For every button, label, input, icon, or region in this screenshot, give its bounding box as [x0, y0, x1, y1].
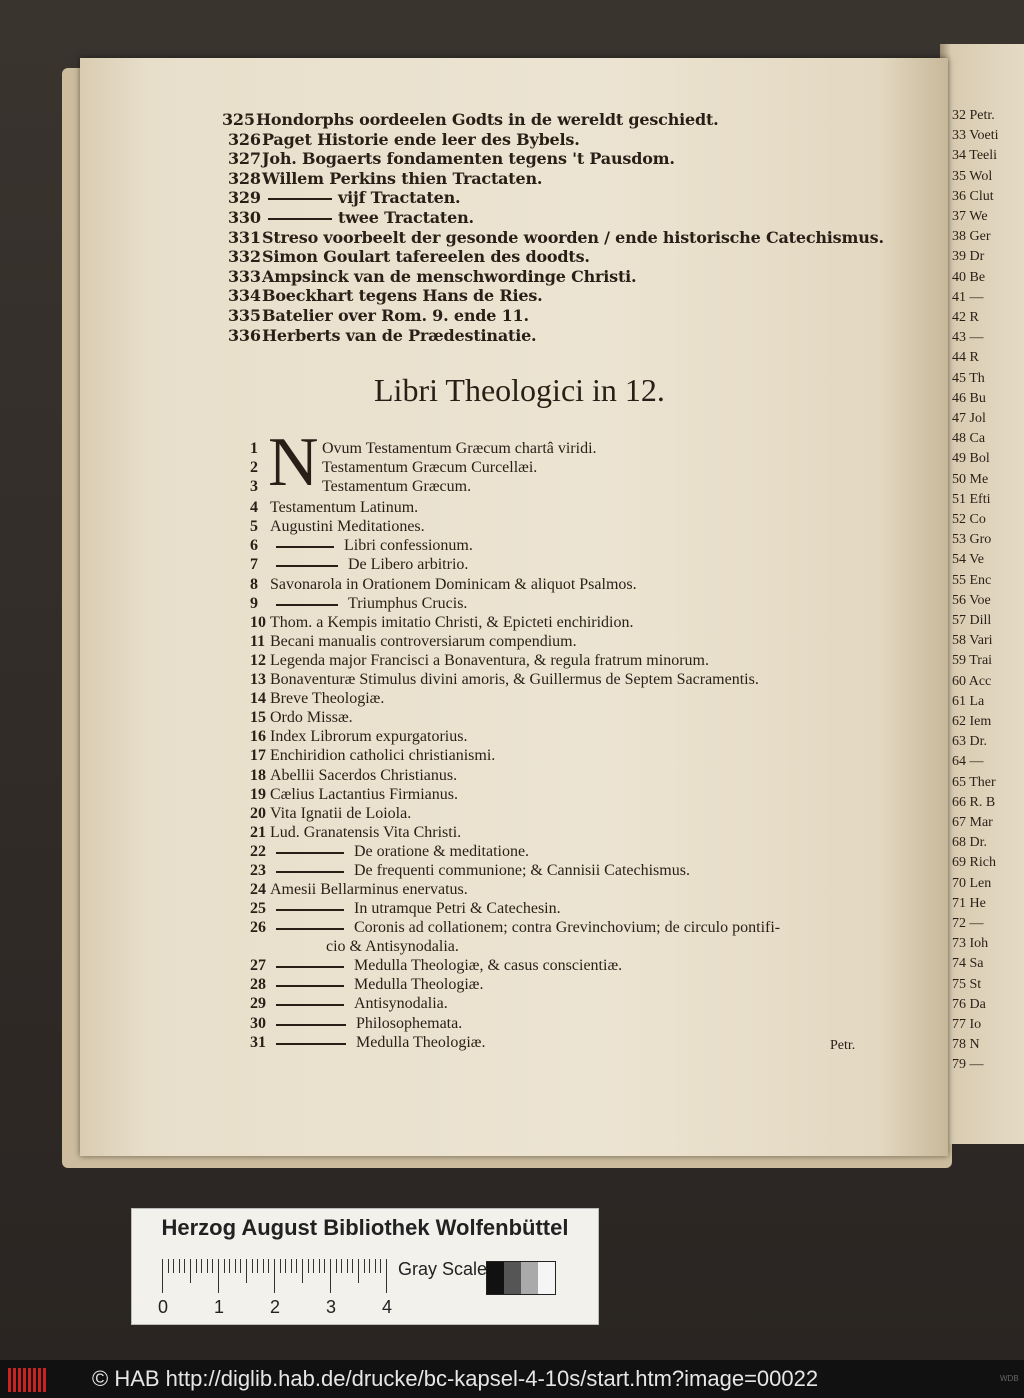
facing-entry: 78 N [952, 1037, 980, 1053]
ruler-tick [341, 1259, 342, 1273]
entry-title: In utramque Petri & Catechesin. [354, 900, 561, 917]
entry-number: 12 [250, 652, 266, 669]
entry-number: 26 [250, 919, 266, 936]
entry-title: vijf Tractaten. [338, 188, 461, 208]
ruler-number: 3 [326, 1297, 337, 1317]
gray-scale-label: Gray Scale [398, 1259, 488, 1279]
entry-title: Triumphus Crucis. [348, 595, 468, 612]
entry-number: 336 [228, 325, 261, 345]
entry-number: 23 [250, 862, 266, 879]
facing-entry: 52 Co [952, 512, 986, 527]
ditto-dash [276, 1043, 346, 1045]
ruler-tick [184, 1259, 185, 1273]
entry-number: 333 [228, 266, 261, 286]
ruler-tick [285, 1259, 286, 1273]
entry-number: 325 [222, 110, 255, 129]
ruler-tick [263, 1259, 264, 1273]
gray-swatch [538, 1262, 555, 1294]
entry-number: 31 [250, 1034, 266, 1051]
entry-title: Libri confessionum. [344, 537, 473, 554]
ruler-tick [369, 1259, 370, 1273]
ruler-tick [201, 1259, 202, 1273]
ditto-dash [276, 546, 334, 548]
facing-entry: 35 Wol [952, 168, 993, 184]
dutch-entry [228, 286, 543, 305]
ditto-dash [276, 928, 344, 930]
ditto-dash [276, 1004, 344, 1006]
facing-entry: 63 Dr. [952, 734, 987, 750]
entry-number: 334 [228, 286, 261, 306]
ruler-tick [380, 1259, 381, 1273]
ruler-tick [352, 1259, 353, 1273]
entry-number: 25 [250, 900, 266, 917]
logo-bar [23, 1368, 26, 1392]
facing-entry: 77 Io [952, 1017, 982, 1032]
facing-entry: 57 Dill [952, 613, 992, 628]
entry-title: Hondorphs oordeelen Godts in de wereldt geschiedt. [256, 110, 719, 129]
facing-entry: 72 — [952, 916, 984, 931]
hab-logo-icon [8, 1368, 48, 1392]
ruler-tick [207, 1259, 208, 1273]
entry-number: 2 [250, 459, 258, 476]
entry-number: 17 [250, 747, 266, 764]
entry-number: 15 [250, 709, 266, 726]
ruler-tick [173, 1259, 174, 1273]
entry-title: Philosophemata. [356, 1015, 463, 1032]
ditto-dash [276, 852, 344, 854]
ruler-tick [257, 1259, 258, 1273]
entry-number: 13 [250, 671, 266, 688]
ruler-tick [274, 1259, 275, 1293]
entry-number: 29 [250, 995, 266, 1012]
entry-number: 14 [250, 690, 266, 707]
facing-entry: 39 Dr [952, 249, 985, 265]
wdb-mark: WDB [1000, 1374, 1019, 1383]
entry-number: 11 [250, 633, 266, 650]
ditto-dash [276, 604, 338, 606]
ruler-tick [162, 1259, 163, 1293]
facing-entry: 65 Ther [952, 774, 996, 790]
entry-title: twee Tractaten. [338, 208, 474, 227]
ruler-tick [324, 1259, 325, 1273]
entry-title: Index Librorum expurgatorius. [270, 728, 468, 745]
entry-title: Ordo Missæ. [270, 709, 353, 726]
facing-entry: 38 Ger [952, 229, 991, 245]
facing-entry: 56 Voe [952, 592, 991, 608]
dutch-entry [228, 267, 636, 286]
entry-title: Paget Historie ende leer des Bybels. [262, 129, 580, 149]
ruler-number: 1 [214, 1297, 225, 1317]
entry-title: Enchiridion catholici christianismi. [270, 747, 496, 764]
entry-title: Ampsinck van de menschwordinge Christi. [262, 266, 637, 286]
entry-number: 20 [250, 805, 266, 822]
entry-number: 19 [250, 786, 266, 803]
ditto-dash [268, 198, 332, 200]
entry-number: 9 [250, 595, 258, 612]
entry-title: Lud. Granatensis Vita Christi. [270, 824, 462, 841]
ruler-tick [347, 1259, 348, 1273]
ruler-tick [190, 1259, 191, 1283]
entry-number: 27 [250, 957, 266, 974]
dutch-entry [228, 169, 542, 188]
ruler-tick [313, 1259, 314, 1273]
entry-title: Testamentum Græcum. [322, 478, 472, 495]
entry-number: 330 [228, 208, 261, 227]
drop-cap: N [268, 424, 319, 501]
ruler-number: 2 [270, 1297, 281, 1317]
ditto-dash [268, 218, 332, 220]
facing-entry: 53 Gro [952, 532, 992, 548]
logo-bar [28, 1368, 31, 1392]
entry-title: Ovum Testamentum Græcum chartâ viridi. [322, 440, 597, 457]
gray-swatch [487, 1262, 504, 1294]
ruler-number: 0 [158, 1297, 169, 1317]
entry-title: cio & Antisynodalia. [326, 938, 459, 955]
dutch-entry [228, 326, 536, 345]
ditto-dash [276, 985, 344, 987]
copyright-url: © HAB http://diglib.hab.de/drucke/bc-kapsel-4-10s/start.htm?image=00022 [92, 1366, 819, 1391]
ruler-tick [235, 1259, 236, 1273]
entry-title: Medulla Theologiæ, & casus conscientiæ. [354, 957, 623, 974]
logo-bar [18, 1368, 21, 1392]
dutch-entry [228, 228, 884, 247]
entry-title: Savonarola in Orationem Dominicam & aliquot Psalmos. [270, 576, 637, 593]
entry-title: Streso voorbeelt der gesonde woorden / ende historische Catechismus. [262, 227, 884, 247]
entry-title: Legenda major Francisci a Bonaventura, & regula fratrum minorum. [270, 652, 709, 669]
footer-bar [0, 1360, 1024, 1398]
dutch-entry [228, 247, 590, 266]
ditto-dash [276, 1024, 346, 1026]
entry-number: 328 [228, 168, 261, 188]
ruler-tick [246, 1259, 247, 1283]
ruler-tick [358, 1259, 359, 1283]
entry-title: De oratione & meditatione. [354, 843, 530, 860]
facing-entry: 43 — [952, 330, 984, 346]
entry-title: De frequenti communione; & Cannisii Catechismus. [354, 862, 690, 879]
ditto-dash [276, 871, 344, 873]
facing-entry: 59 Trai [952, 653, 993, 669]
entry-number: 22 [250, 843, 266, 860]
entry-title: Testamentum Græcum Curcellæi. [322, 459, 538, 476]
facing-entry: 36 Clut [952, 188, 994, 204]
entry-number: 332 [228, 247, 261, 267]
ruler-tick [268, 1259, 269, 1273]
facing-entry: 47 Jol [952, 411, 986, 426]
facing-entry: 33 Voeti [952, 128, 999, 144]
ruler-tick [296, 1259, 297, 1273]
ruler-tick [319, 1259, 320, 1273]
entry-number: 3 [250, 478, 258, 495]
ruler-tick [302, 1259, 303, 1283]
entry-title: Willem Perkins thien Tractaten. [262, 168, 543, 188]
ditto-dash [276, 909, 344, 911]
facing-entry: 61 La [952, 693, 985, 709]
entry-title: Cælius Lactantius Firmianus. [270, 786, 458, 803]
facing-entry: 66 R. B [952, 794, 996, 810]
entry-title: Augustini Meditationes. [270, 518, 425, 535]
facing-entry: 60 Acc [952, 673, 992, 689]
facing-entry: 45 Th [952, 370, 985, 386]
ruler-tick [330, 1259, 331, 1293]
dutch-entry [228, 188, 460, 207]
dutch-entry [228, 208, 474, 227]
facing-entry: 37 We [952, 209, 988, 224]
section-heading: Libri Theologici in 12. [374, 372, 665, 408]
facing-entry: 34 Teeli [952, 148, 998, 164]
facing-entry: 44 R [952, 350, 979, 366]
ruler-tick [168, 1259, 169, 1273]
entry-number: 327 [228, 149, 261, 169]
logo-bar [13, 1368, 16, 1392]
ruler-tick [218, 1259, 219, 1293]
facing-entry: 54 Ve [952, 552, 985, 568]
ruler-tick [336, 1259, 337, 1273]
ruler-tick [308, 1259, 309, 1273]
entry-title: Simon Goulart tafereelen des doodts. [262, 247, 590, 267]
gray-swatch [504, 1262, 521, 1294]
entry-number: 16 [250, 728, 266, 745]
dutch-entry [228, 130, 580, 149]
facing-entry: 48 Ca [952, 431, 986, 447]
facing-entry: 67 Mar [952, 815, 993, 830]
entry-title: Becani manualis controversiarum compendium. [270, 633, 577, 650]
ruler-tick [252, 1259, 253, 1273]
facing-entry: 32 Petr. [952, 108, 995, 123]
facing-entry: 76 Da [952, 996, 986, 1012]
entry-number: 326 [228, 129, 261, 149]
ruler-number: 4 [382, 1297, 393, 1317]
entry-title: Testamentum Latinum. [270, 499, 419, 516]
ruler-tick [196, 1259, 197, 1273]
facing-page [940, 44, 1024, 1144]
logo-bar [38, 1368, 41, 1392]
facing-entry: 50 Me [952, 471, 989, 487]
ruler-tick [240, 1259, 241, 1273]
entry-number: 5 [250, 518, 258, 535]
facing-entry: 69 Rich [952, 855, 996, 871]
entry-title: Medulla Theologiæ. [356, 1034, 486, 1051]
logo-bar [8, 1368, 11, 1392]
dutch-entry [222, 110, 719, 129]
catchword: Petr. [830, 1038, 856, 1053]
entry-title: Batelier over Rom. 9. ende 11. [262, 306, 529, 325]
ditto-dash [276, 966, 344, 968]
entry-title: Thom. a Kempis imitatio Christi, & Epicteti enchiridion. [270, 614, 634, 631]
entry-title: Bonaventuræ Stimulus divini amoris, & Guillermus de Septem Sacramentis. [270, 671, 759, 688]
entry-title: De Libero arbitrio. [348, 556, 469, 573]
facing-entry: 42 R [952, 310, 979, 325]
entry-title: Abellii Sacerdos Christianus. [270, 767, 458, 784]
ruler-tick [179, 1259, 180, 1273]
logo-bar [43, 1368, 46, 1392]
entry-title: Amesii Bellarminus enervatus. [270, 881, 468, 898]
facing-entry: 51 Efti [952, 491, 991, 507]
entry-number: 1 [250, 440, 258, 457]
entry-number: 4 [250, 499, 258, 516]
entry-number: 329 [228, 188, 261, 208]
dutch-entry [228, 149, 675, 168]
entry-number: 30 [250, 1015, 266, 1032]
color-calibration-card [131, 1208, 599, 1325]
ruler-tick [229, 1259, 230, 1273]
facing-entry: 62 Iem [952, 714, 992, 729]
logo-bar [33, 1368, 36, 1392]
ruler-tick [386, 1259, 387, 1293]
facing-entry: 40 Be [952, 269, 986, 285]
facing-entry: 58 Vari [952, 633, 993, 649]
entry-title: Boeckhart tegens Hans de Ries. [262, 286, 543, 306]
entry-number: 335 [228, 306, 261, 325]
book-page [80, 58, 948, 1156]
library-name: Herzog August Bibliothek Wolfenbüttel [161, 1215, 569, 1240]
ruler-tick [375, 1259, 376, 1273]
entry-title: Coronis ad collationem; contra Grevinchovium; de circulo pontifi- [354, 919, 781, 936]
entry-title: Antisynodalia. [354, 995, 448, 1012]
entry-number: 24 [250, 881, 266, 898]
ruler-tick [212, 1259, 213, 1273]
entry-title: Vita Ignatii de Loiola. [270, 805, 412, 822]
facing-entry: 74 Sa [952, 956, 984, 972]
ruler-tick [291, 1259, 292, 1273]
entry-number: 10 [250, 614, 266, 631]
facing-entry: 75 St [952, 976, 982, 992]
ruler-tick [224, 1259, 225, 1273]
facing-entry: 70 Len [952, 875, 992, 891]
facing-entry: 71 He [952, 895, 986, 911]
facing-entry: 68 Dr. [952, 835, 987, 851]
entry-number: 18 [250, 767, 266, 784]
ruler-tick [280, 1259, 281, 1273]
entry-number: 8 [250, 576, 258, 593]
ditto-dash [276, 565, 338, 567]
dutch-entry [228, 306, 529, 325]
ruler-tick [364, 1259, 365, 1273]
entry-number: 6 [250, 537, 258, 554]
facing-entry: 55 Enc [952, 572, 992, 588]
entry-number: 7 [250, 556, 258, 573]
entry-number: 21 [250, 824, 266, 841]
facing-entry: 46 Bu [952, 390, 986, 406]
entry-title: Herberts van de Prædestinatie. [262, 325, 537, 345]
facing-entry: 49 Bol [952, 451, 990, 467]
entry-number: 28 [250, 976, 266, 993]
gray-swatch [521, 1262, 538, 1294]
centimeter-ruler [162, 1259, 392, 1293]
facing-entry: 79 — [952, 1057, 984, 1073]
entry-title: Joh. Bogaerts fondamenten tegens 't Pausdom. [262, 149, 675, 169]
entry-number: 331 [228, 227, 261, 247]
facing-entry: 41 — [952, 289, 984, 305]
entry-title: Breve Theologiæ. [270, 690, 385, 707]
gray-scale-swatches [486, 1261, 556, 1295]
facing-entry: 73 Ioh [952, 936, 989, 952]
entry-title: Medulla Theologiæ. [354, 976, 484, 993]
facing-entry: 64 — [952, 754, 984, 770]
